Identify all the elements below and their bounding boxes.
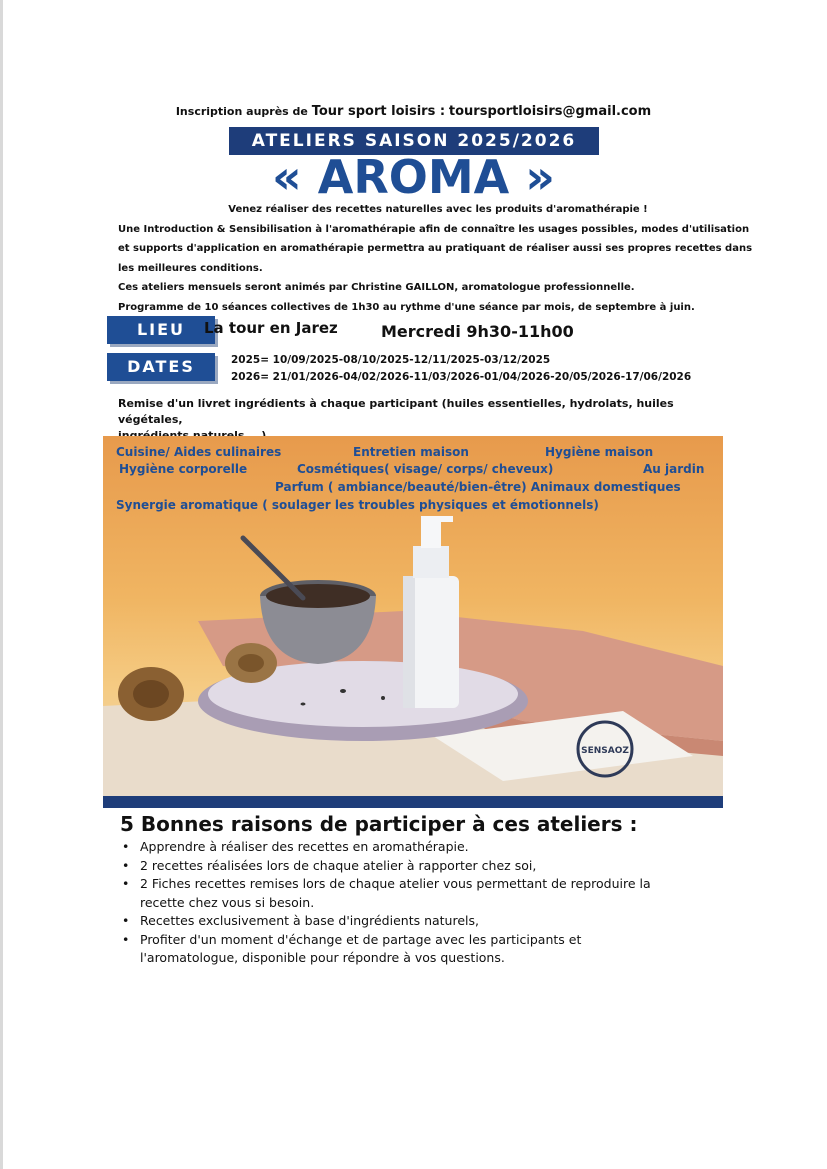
intro-text bbox=[118, 200, 758, 317]
photo-footer-bar bbox=[103, 796, 723, 808]
reason-item: • 2 Fiches recettes remises lors de chaque atelier vous permettant de reproduire la recette chez vous si besoin. bbox=[118, 875, 678, 912]
reason-item: • 2 recettes réalisées lors de chaque atelier à rapporter chez soi, bbox=[118, 857, 678, 876]
category-label: Hygiène maison bbox=[545, 445, 654, 459]
subtitle: Venez réaliser des recettes naturelles avec les produits d'aromathérapie ! bbox=[228, 204, 648, 215]
category-label: Parfum ( ambiance/beauté/bien-être) Animaux domestiques bbox=[275, 480, 681, 494]
brand-stamp-text: SENSAOZ bbox=[581, 746, 629, 756]
dates-2026: 2026= 21/01/2026-04/02/2026-11/03/2026-01/04/2026-20/05/2026-17/06/2026 bbox=[231, 371, 692, 383]
category-label: Cuisine/ Aides culinaires bbox=[116, 445, 282, 459]
org-name: Tour sport loisirs : bbox=[311, 104, 446, 119]
category-label: Hygiène corporelle bbox=[119, 462, 248, 476]
season-banner: ATELIERS SAISON 2025/2026 bbox=[229, 127, 599, 155]
contact-email[interactable]: toursportloisirs@gmail.com bbox=[448, 104, 652, 119]
remise-line: Remise d'un livret ingrédients à chaque participant (huiles essentielles, hydrolats, huiles végétales, bbox=[118, 397, 674, 426]
aromatherapy-photo bbox=[103, 436, 723, 796]
reason-item: • Apprendre à réaliser des recettes en aromathérapie. bbox=[118, 838, 678, 857]
intro-line: et supports d'application en aromathérapie permettra au pratiquant de réaliser aussi ses propres recettes dans bbox=[118, 243, 753, 254]
intro-line: Ces ateliers mensuels seront animés par Christine GAILLON, aromatologue professionnelle. bbox=[118, 282, 635, 293]
reason-item: • Profiter d'un moment d'échange et de partage avec les participants et l'aromatologue, disponible pour répondre à vos questions. bbox=[118, 931, 678, 968]
lieu-label: LIEU bbox=[107, 316, 215, 344]
dates-list bbox=[231, 352, 691, 386]
intro-line: Programme de 10 séances collectives de 1h30 au rythme d'une séance par mois, de septembre à juin. bbox=[118, 301, 695, 313]
category-label: Cosmétiques( visage/ corps/ cheveux) bbox=[297, 462, 554, 476]
lieu-value: La tour en Jarez bbox=[204, 319, 338, 337]
schedule: Mercredi 9h30-11h00 bbox=[381, 322, 574, 341]
category-label: Au jardin bbox=[643, 462, 705, 476]
inscription-prefix: Inscription auprès de bbox=[175, 105, 308, 118]
intro-line: Une Introduction & Sensibilisation à l'aromathérapie afin de connaître les usages possibles, modes d'utilisation bbox=[118, 223, 750, 235]
reasons-list bbox=[118, 838, 678, 968]
reasons-title: 5 Bonnes raisons de participer à ces ateliers : bbox=[120, 812, 638, 836]
category-label: Entretien maison bbox=[353, 445, 469, 459]
intro-line: les meilleures conditions. bbox=[118, 262, 263, 274]
page-title: « AROMA » bbox=[272, 150, 555, 204]
dates-label: DATES bbox=[107, 353, 215, 381]
inscription-line bbox=[0, 104, 827, 119]
reason-item: • Recettes exclusivement à base d'ingrédients naturels, bbox=[118, 912, 678, 931]
dates-2025: 2025= 10/09/2025-08/10/2025-12/11/2025-03/12/2025 bbox=[231, 354, 551, 366]
category-label: Synergie aromatique ( soulager les troubles physiques et émotionnels) bbox=[116, 498, 599, 512]
